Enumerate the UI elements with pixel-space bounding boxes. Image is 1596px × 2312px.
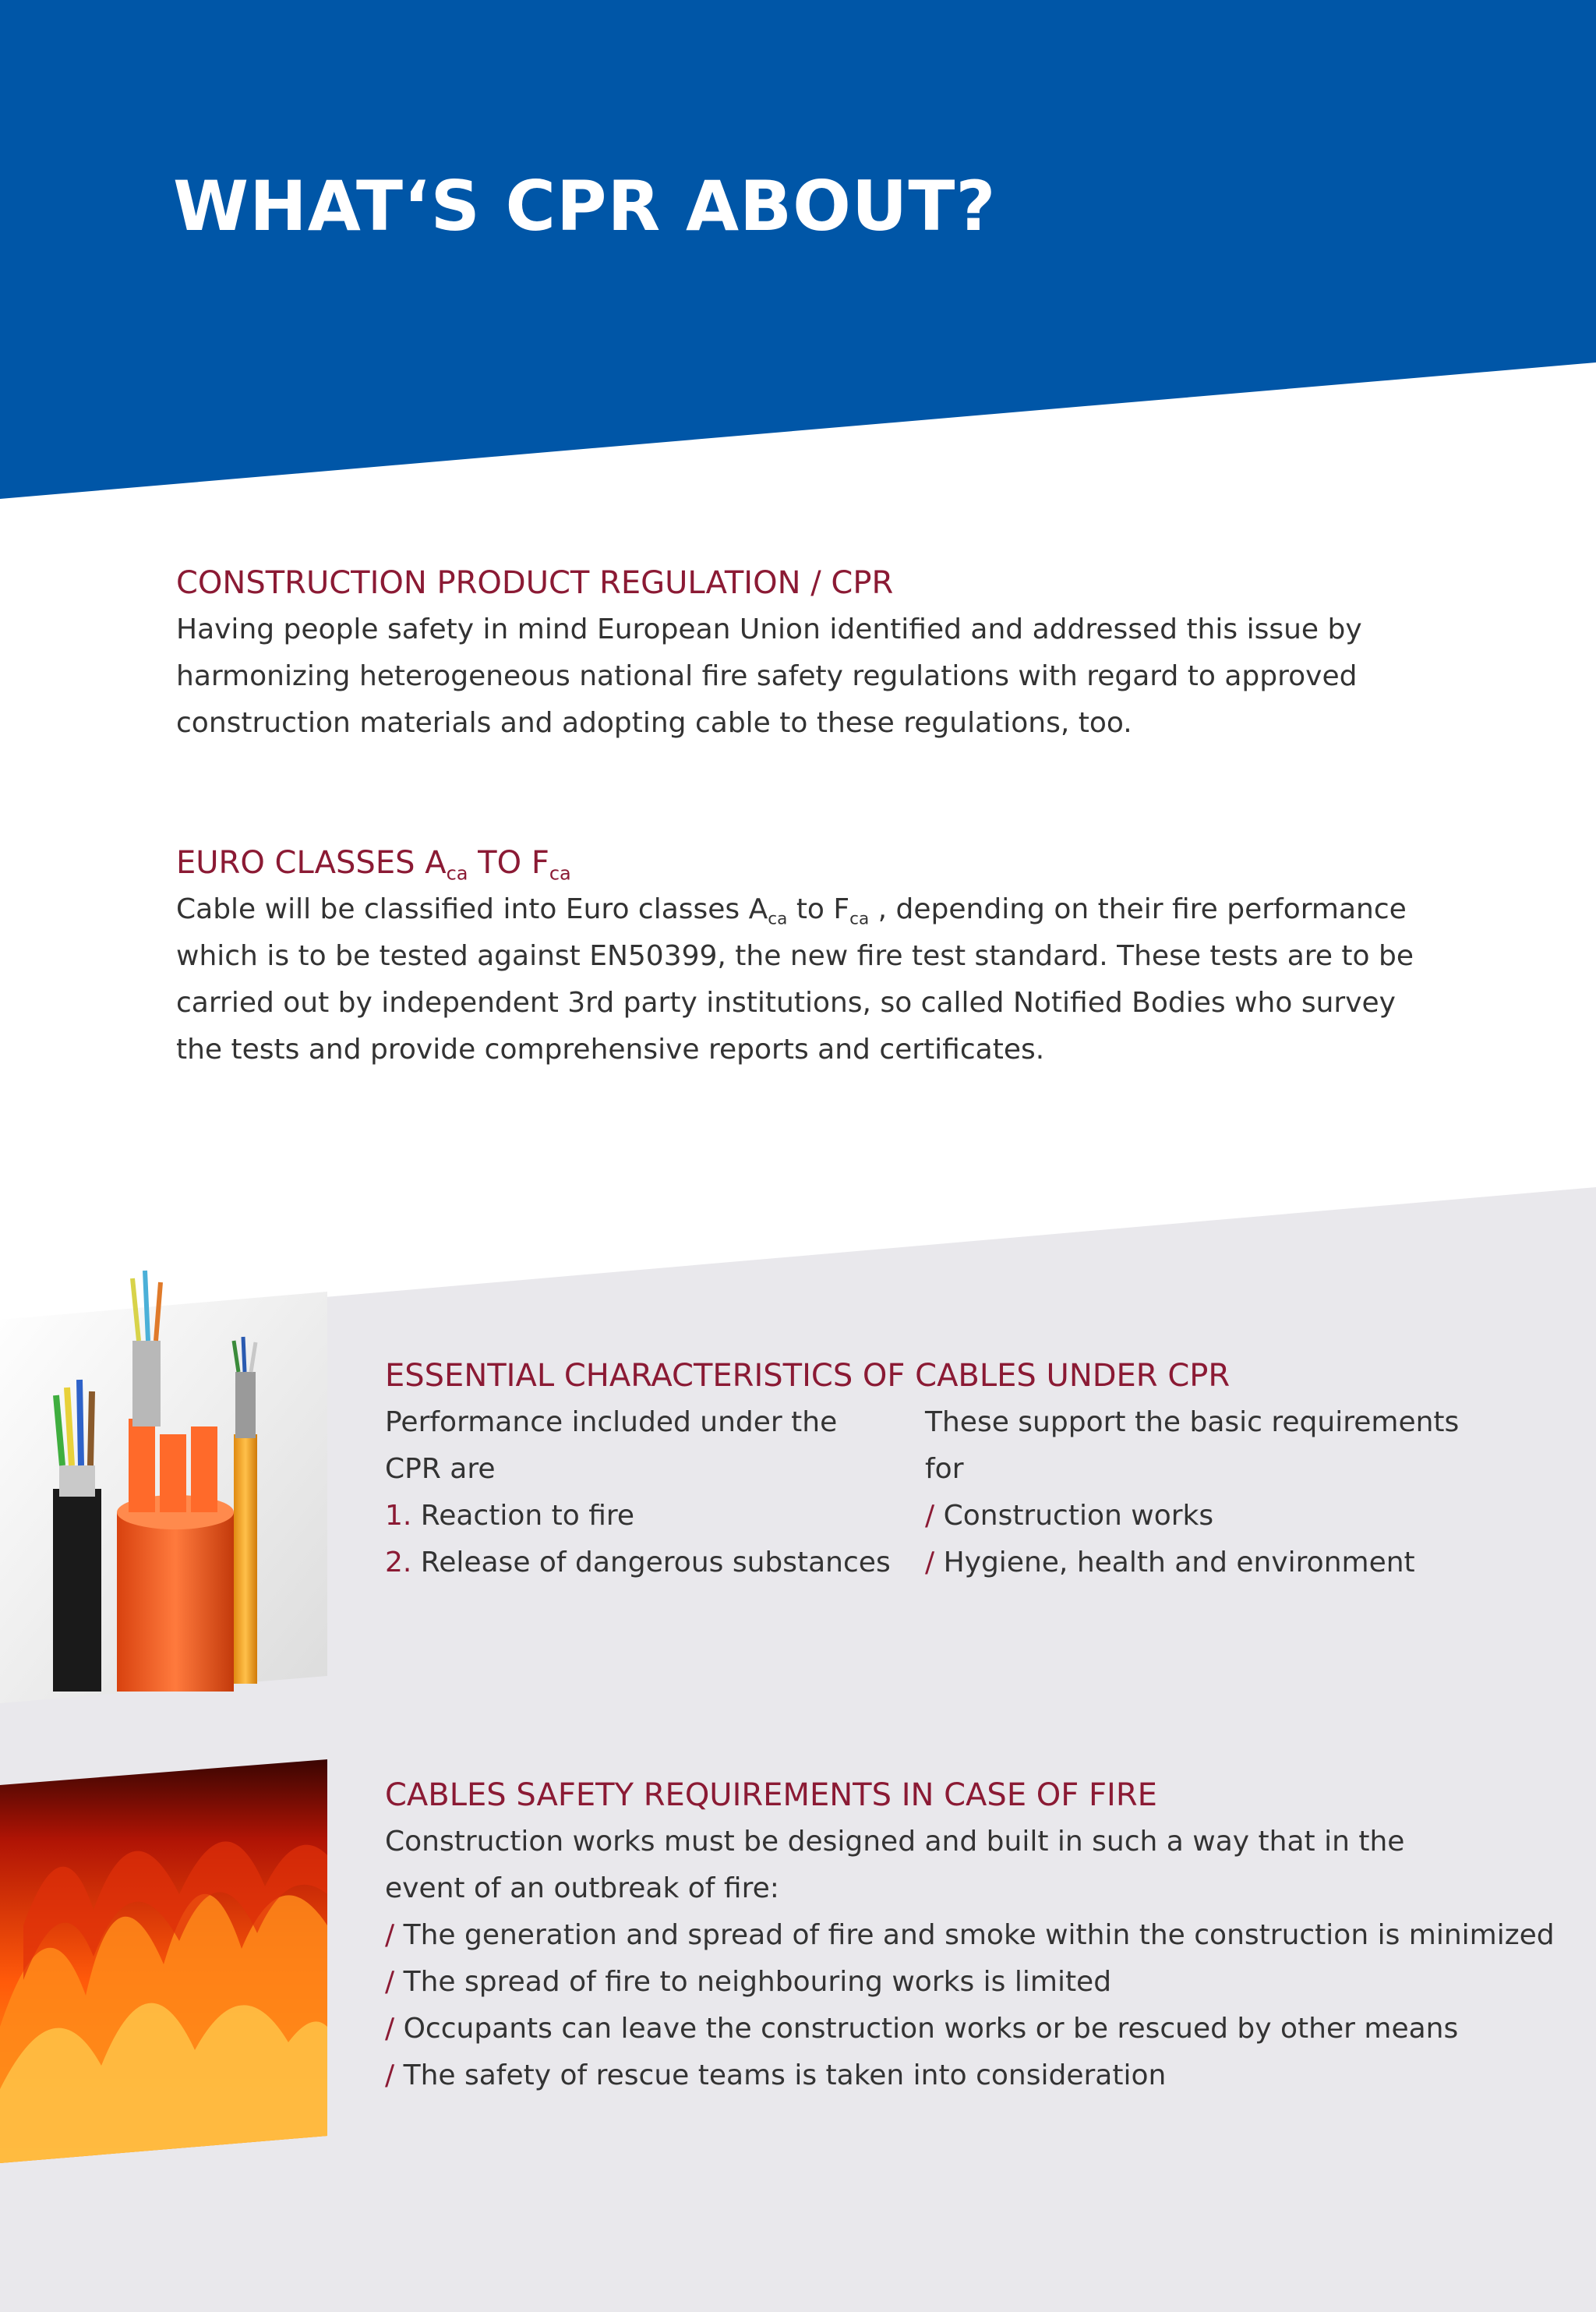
list-item: / The safety of rescue teams is taken into consideration <box>385 2059 1167 2091</box>
euro-line: Cable will be classified into Euro classes $A_{ca}$ to $F_{ca}$ , depending on their fire performance <box>176 893 1407 929</box>
essential-heading: ESSENTIAL CHARACTERISTICS OF CABLES UNDER CPR <box>385 1358 1231 1394</box>
essential-left-column <box>385 1399 891 1586</box>
list-item: / Construction works <box>925 1500 1214 1532</box>
list-item: / Hygiene, health and environment <box>925 1547 1415 1578</box>
cables-image <box>0 1271 327 1703</box>
essential-intro-line: CPR are <box>385 1453 496 1485</box>
safety-intro-line: event of an outbreak of fire: <box>385 1872 779 1904</box>
essential-intro-line: Performance included under the <box>385 1406 838 1438</box>
euro-classes-paragraph <box>176 886 1414 1073</box>
essential-intro-line: for <box>925 1453 964 1485</box>
cpr-paragraph <box>176 606 1362 747</box>
fire-image <box>0 1759 327 2163</box>
safety-heading: CABLES SAFETY REQUIREMENTS IN CASE OF FIRE <box>385 1777 1157 1813</box>
safety-paragraph <box>385 1819 1555 2099</box>
cpr-line: construction materials and adopting cable to these regulations, too. <box>176 707 1132 739</box>
safety-intro-line: Construction works must be designed and built in such a way that in the <box>385 1826 1405 1858</box>
cpr-heading: CONSTRUCTION PRODUCT REGULATION / CPR <box>176 565 894 601</box>
list-item: 2. Release of dangerous substances <box>385 1547 891 1578</box>
list-item: / Occupants can leave the construction works or be rescued by other means <box>385 2013 1459 2045</box>
euro-classes-heading: EURO CLASSES $A_{ca}$ TO $F_{ca}$ <box>176 845 571 885</box>
cpr-line: Having people safety in mind European Union identified and addressed this issue by <box>176 613 1362 645</box>
euro-line: carried out by independent 3rd party institutions, so called Notified Bodies who survey <box>176 987 1396 1019</box>
list-item: 1. Reaction to fire <box>385 1500 635 1532</box>
essential-right-column <box>925 1399 1459 1586</box>
essential-intro-line: These support the basic requirements <box>925 1406 1460 1438</box>
list-item: / The generation and spread of fire and smoke within the construction is minimized <box>385 1919 1555 1951</box>
cpr-line: harmonizing heterogeneous national fire safety regulations with regard to approved <box>176 660 1358 692</box>
page-title: WHAT‘S CPR ABOUT? <box>173 166 997 246</box>
euro-line: the tests and provide comprehensive reports and certificates. <box>176 1034 1045 1066</box>
euro-line: which is to be tested against EN50399, the new fire test standard. These tests are to be <box>176 940 1414 972</box>
list-item: / The spread of fire to neighbouring works is limited <box>385 1966 1112 1998</box>
